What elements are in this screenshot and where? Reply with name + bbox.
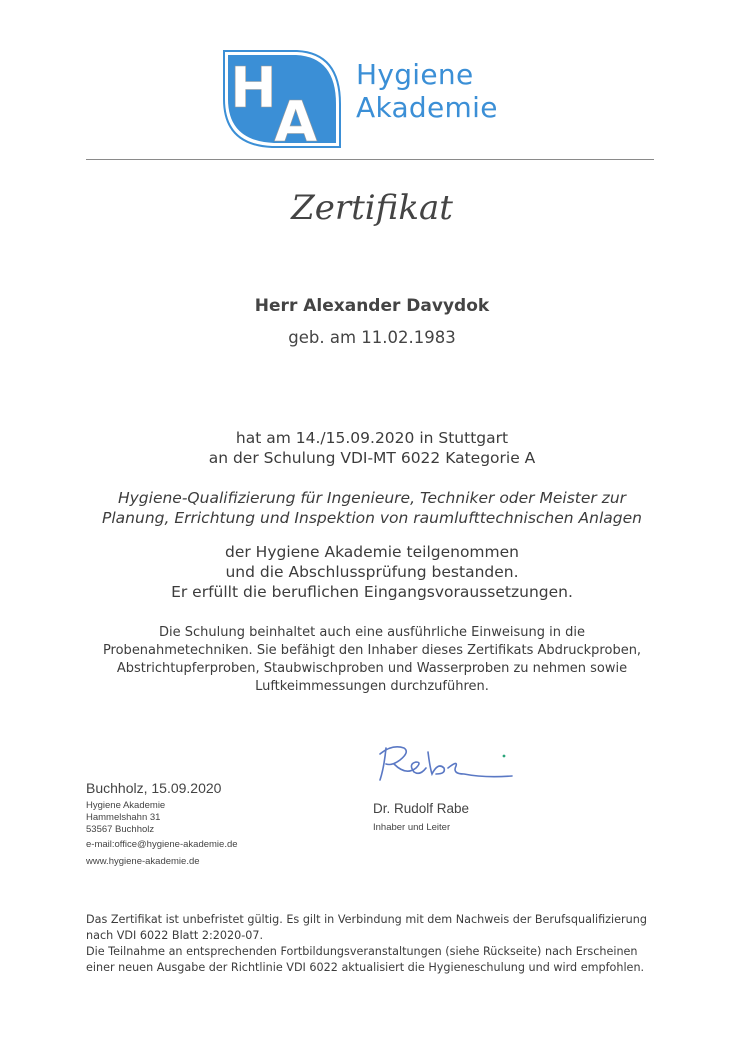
certificate-title: Zertifikat <box>291 188 453 228</box>
result-line: und die Abschlussprüfung bestanden. <box>225 563 519 581</box>
header-divider <box>86 159 654 160</box>
detail-line: Die Schulung beinhaltet auch eine ausführliche Einweisung in die <box>159 625 585 640</box>
detail-paragraph <box>0 624 744 696</box>
footer-line: Die Teilnahme an entsprechenden Fortbildungsveranstaltungen (siehe Rückseite) nach Erscheinen <box>86 945 638 958</box>
place-date: Buchholz, 15.09.2020 <box>86 780 222 796</box>
footer-line: einer neuen Ausgabe der Richtlinie VDI 6022 aktualisiert die Hygieneschulung und wird empfohlen. <box>86 961 645 974</box>
detail-line: Probenahmetechniken. Sie befähigt den Inhaber dieses Zertifikats Abdruckproben, <box>102 643 642 658</box>
result-line: Er erfüllt die beruflichen Eingangsvoraussetzungen. <box>171 583 573 601</box>
course-line: Planung, Errichtung und Inspektion von raumlufttechnischen Anlagen <box>102 509 642 527</box>
course-line: Hygiene-Qualifizierung für Ingenieure, Techniker oder Meister zur <box>117 489 627 507</box>
result-paragraph <box>0 542 744 602</box>
course-paragraph <box>0 488 744 528</box>
logo-line-1: Hygiene <box>356 58 474 91</box>
event-paragraph <box>0 428 744 468</box>
address-line: Hygiene Akademie <box>86 800 166 811</box>
footer-line: Das Zertifikat ist unbefristet gültig. Es gilt in Verbindung mit dem Nachweis der Berufsqualifizierung <box>86 913 647 926</box>
detail-line: Abstrichtupferproben, Staubwischproben und Wasserproben zu nehmen sowie <box>116 661 628 676</box>
footer-note <box>86 912 686 976</box>
birth-date: geb. am 11.02.1983 <box>288 328 456 347</box>
logo-mark <box>222 49 342 149</box>
footer-line: nach VDI 6022 Blatt 2:2020-07. <box>86 929 264 942</box>
event-line: hat am 14./15.09.2020 in Stuttgart <box>235 429 509 447</box>
result-line: der Hygiene Akademie teilgenommen <box>225 543 519 561</box>
event-line: an der Schulung VDI-MT 6022 Kategorie A <box>208 449 536 467</box>
svg-text:A: A <box>274 90 318 149</box>
signer-role: Inhaber und Leiter <box>373 822 451 833</box>
issuer-address <box>86 800 165 836</box>
svg-text:H: H <box>230 56 277 121</box>
issuer-website: www.hygiene-akademie.de <box>86 856 200 867</box>
detail-line: Luftkeimmessungen durchzuführen. <box>255 679 489 694</box>
address-line: 53567 Buchholz <box>86 824 155 835</box>
signer-name: Dr. Rudolf Rabe <box>373 801 470 816</box>
logo-line-2: Akademie <box>356 91 498 124</box>
recipient-name: Herr Alexander Davydok <box>254 296 490 316</box>
logo-text <box>356 58 498 124</box>
handwritten-signature <box>372 738 522 788</box>
address-line: Hammelshahn 31 <box>86 812 161 823</box>
issuer-email: e-mail:office@hygiene-akademie.de <box>86 839 238 850</box>
